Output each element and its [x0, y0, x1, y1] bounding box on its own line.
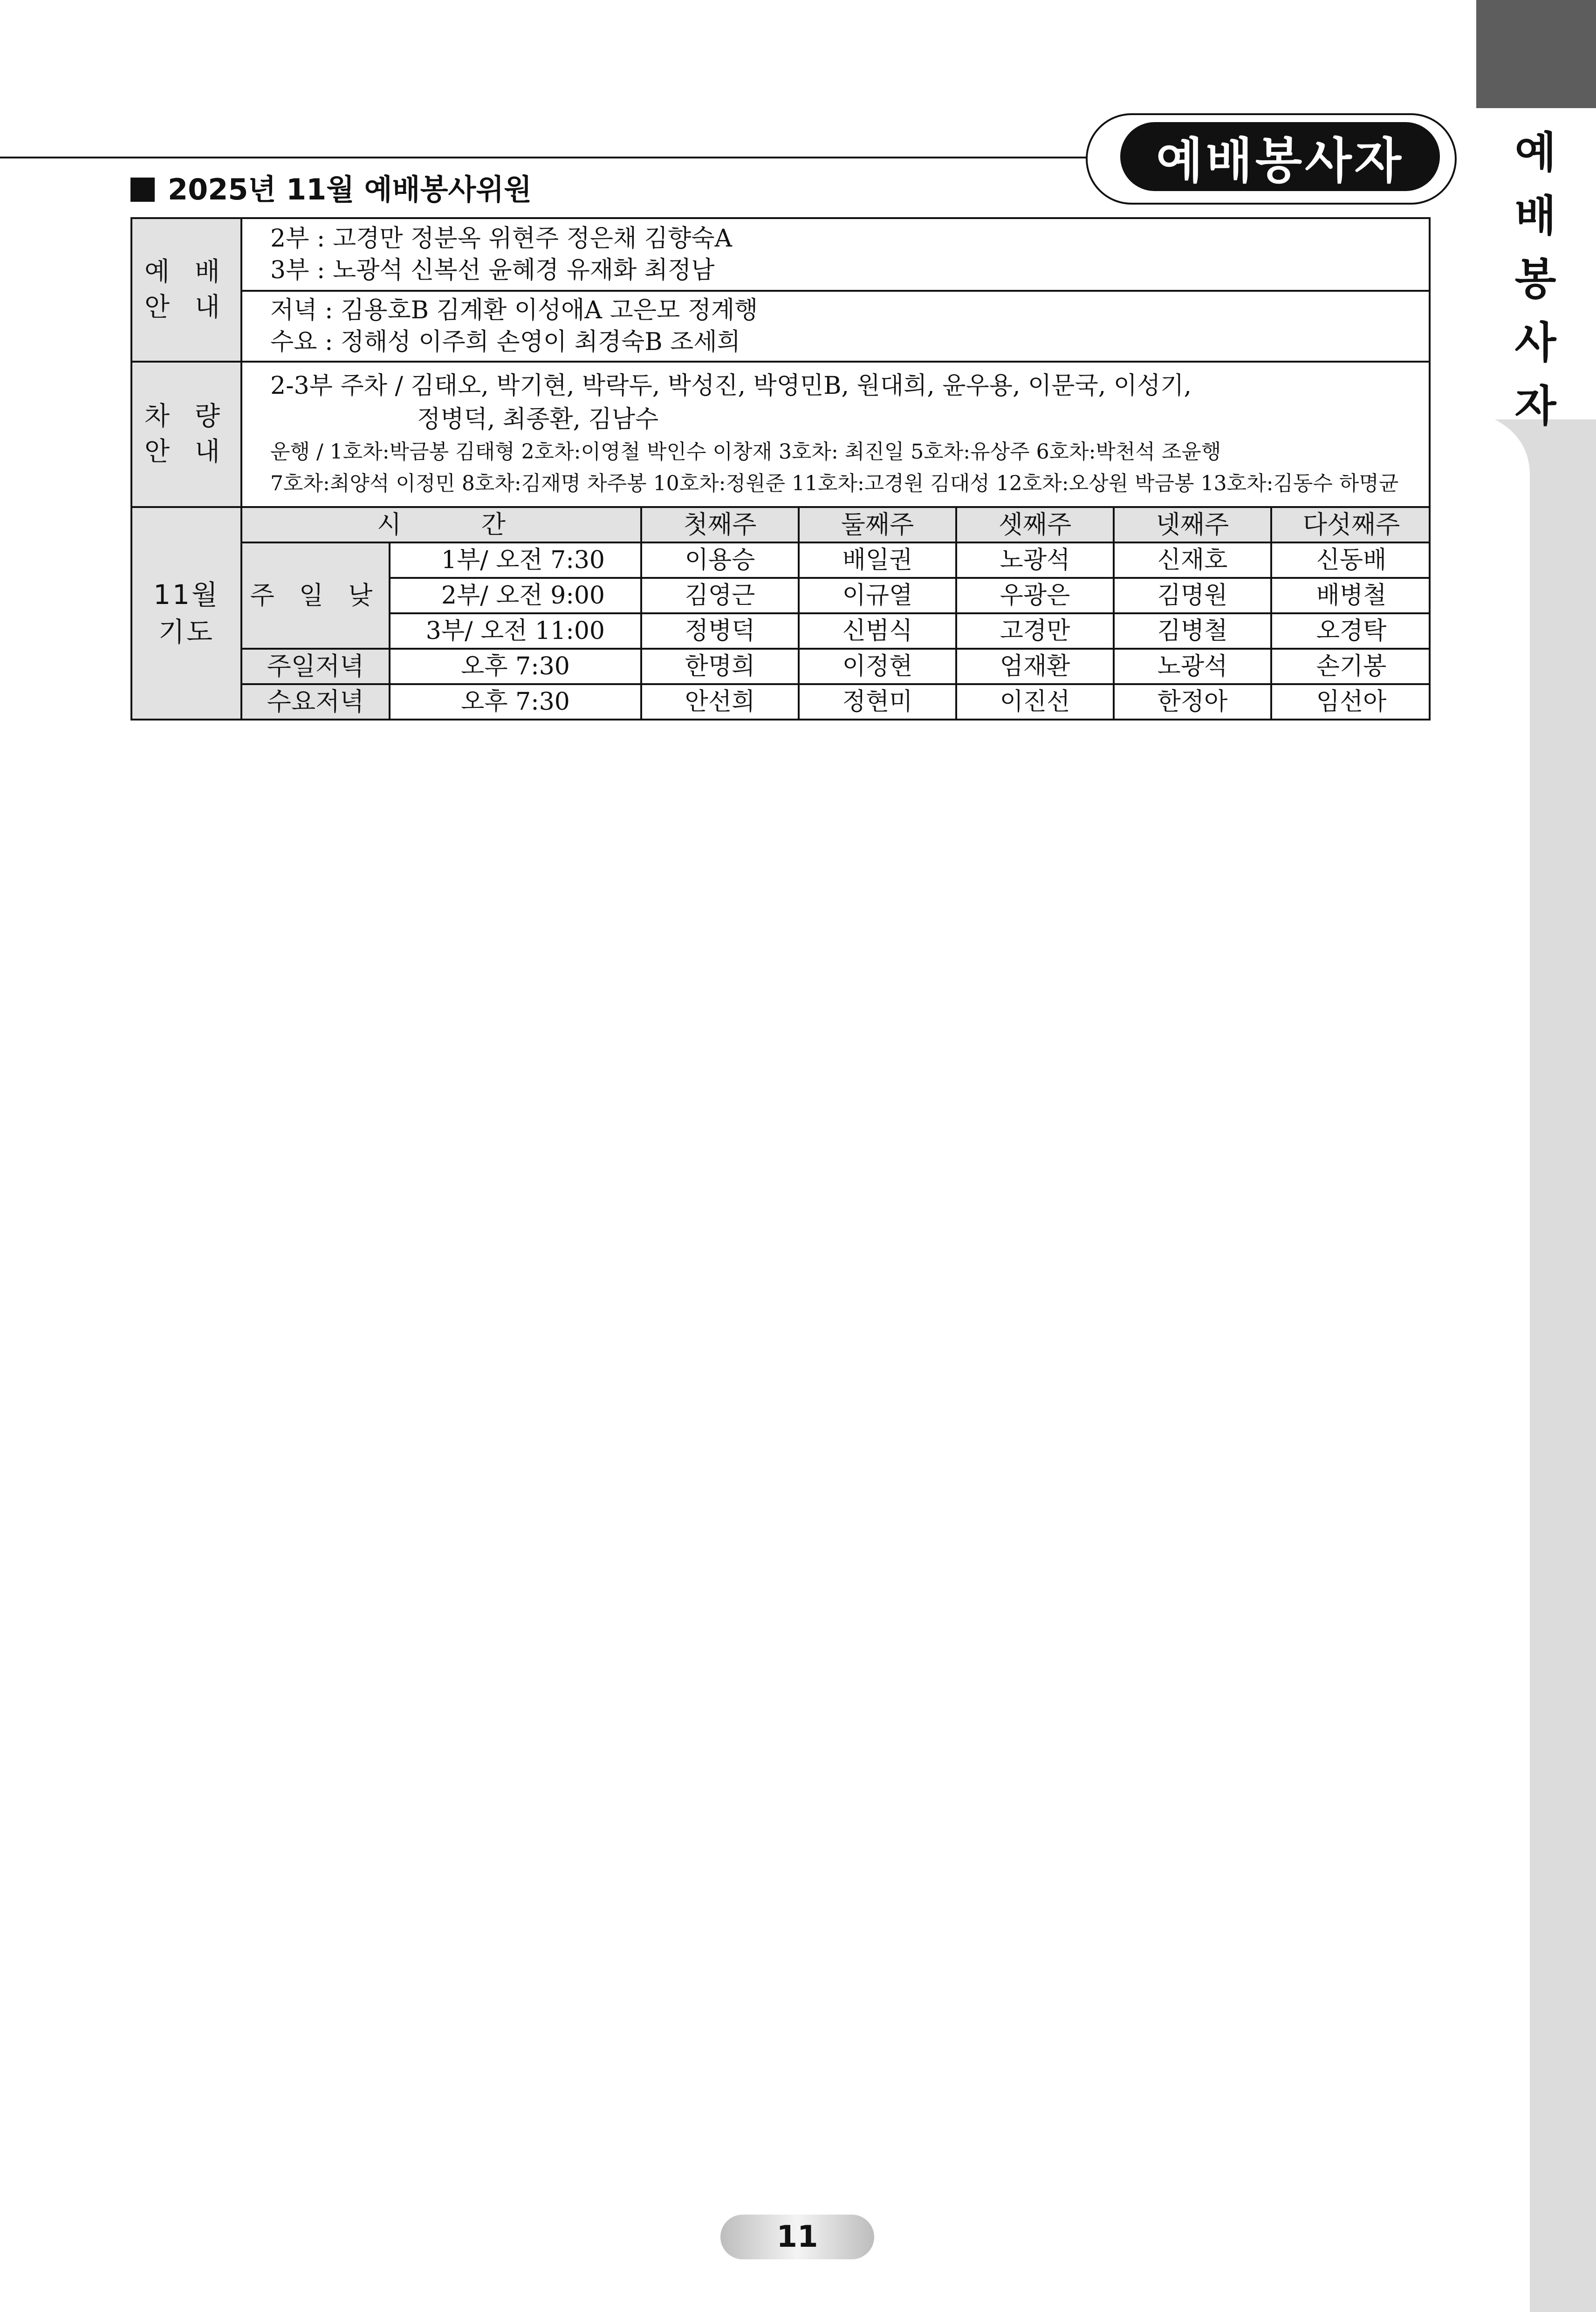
side-tab-bar — [1530, 466, 1596, 2312]
operation-line: 7호차:최양석 이정민 8호차:김재명 차주봉 10호차:정원준 11호차:고경원 김대성 12호차:오상원 박금봉 13호차:김동수 하명균 — [270, 472, 1399, 495]
table-row — [242, 684, 1431, 719]
table-row — [242, 542, 1431, 578]
prayer-name: 노광석 — [956, 542, 1114, 578]
sunday-label: 주 일 낮 — [242, 542, 390, 649]
side-tab-label — [1482, 121, 1589, 438]
prayer-name: 정현미 — [799, 684, 956, 719]
prayer-name: 임선아 — [1271, 684, 1431, 719]
worship-line: 3부 : 노광석 신복선 윤혜경 유재화 최정남 — [270, 256, 715, 284]
parking-line: 정병덕, 최종환, 김남수 — [417, 405, 659, 433]
prayer-name: 엄재환 — [956, 649, 1114, 684]
prayer-name: 이규열 — [799, 578, 956, 613]
service-time: 3부/ 오전 11:00 — [390, 613, 641, 649]
prayer-schedule-table — [242, 508, 1431, 719]
vehicle-guide-label — [131, 362, 241, 507]
page-number: 11 — [720, 2215, 874, 2259]
section-title-text: 2025년 11월 예배봉사위원 — [168, 172, 532, 206]
side-tab-char: 자 — [1514, 381, 1556, 431]
prayer-name: 한명희 — [641, 649, 799, 684]
prayer-name: 노광석 — [1114, 649, 1271, 684]
prayer-label — [131, 507, 241, 720]
week-header: 첫째주 — [641, 508, 799, 542]
label-line: 예 배 — [144, 257, 228, 287]
prayer-name: 김영근 — [641, 578, 799, 613]
week-header: 다섯째주 — [1271, 508, 1431, 542]
prayer-name: 고경만 — [956, 613, 1114, 649]
operation-line: 운행 / 1호차:박금봉 김태형 2호차:이영철 박인수 이창재 3호차: 최진일 5호차:유상주 6호차:박천석 조윤행 — [270, 440, 1221, 464]
header-badge: 예배봉사자 — [1120, 122, 1440, 191]
prayer-name: 배병철 — [1271, 578, 1431, 613]
parking-line: 2-3부 주차 / 김태오, 박기현, 박락두, 박성진, 박영민B, 원대희, 윤우용, 이문국, 이성기, — [270, 372, 1192, 400]
prayer-name: 이용승 — [641, 542, 799, 578]
prayer-name: 신범식 — [799, 613, 956, 649]
worship-guide-label — [131, 218, 241, 362]
prayer-name: 손기봉 — [1271, 649, 1431, 684]
square-bullet-icon — [130, 178, 155, 202]
side-tab-char: 봉 — [1514, 254, 1556, 304]
side-tab-char: 예 — [1514, 128, 1556, 178]
prayer-name: 신동배 — [1271, 542, 1431, 578]
table-row — [242, 613, 1431, 649]
worship-guide-block2 — [241, 291, 1430, 362]
worship-line: 수요 : 정해성 이주희 손영이 최경숙B 조세희 — [270, 328, 740, 356]
worship-line: 2부 : 고경만 정분옥 위현주 정은채 김향숙A — [270, 225, 733, 253]
table-row — [242, 649, 1431, 684]
service-time: 2부/ 오전 9:00 — [390, 578, 641, 613]
side-tab-char: 사 — [1514, 318, 1556, 368]
prayer-name: 안선희 — [641, 684, 799, 719]
label-line: 안 내 — [144, 292, 228, 322]
prayer-name: 정병덕 — [641, 613, 799, 649]
prayer-name: 배일권 — [799, 542, 956, 578]
prayer-name: 오경탁 — [1271, 613, 1431, 649]
week-header: 셋째주 — [956, 508, 1114, 542]
service-time: 오후 7:30 — [390, 649, 641, 684]
service-time: 오후 7:30 — [390, 684, 641, 719]
table-row — [242, 578, 1431, 613]
label-line: 차 량 — [144, 401, 228, 432]
side-tab-char: 배 — [1514, 191, 1556, 241]
service-table — [130, 217, 1431, 720]
label-line: 안 내 — [144, 437, 228, 467]
worship-guide-block1 — [241, 218, 1430, 291]
side-tab-dark-block — [1476, 0, 1596, 108]
prayer-name: 김명원 — [1114, 578, 1271, 613]
prayer-name: 이정현 — [799, 649, 956, 684]
worship-line: 저녁 : 김용호B 김계환 이성애A 고은모 정계행 — [270, 296, 758, 324]
evening-label: 수요저녁 — [242, 684, 390, 719]
prayer-schedule-cell — [241, 507, 1430, 720]
label-line: 기도 — [158, 616, 215, 648]
week-header: 넷째주 — [1114, 508, 1271, 542]
section-title — [130, 169, 532, 211]
evening-label: 주일저녁 — [242, 649, 390, 684]
prayer-name: 신재호 — [1114, 542, 1271, 578]
time-header: 시 간 — [242, 508, 641, 542]
prayer-name: 김병철 — [1114, 613, 1271, 649]
service-time: 1부/ 오전 7:30 — [390, 542, 641, 578]
prayer-name: 한정아 — [1114, 684, 1271, 719]
prayer-name: 이진선 — [956, 684, 1114, 719]
week-header: 둘째주 — [799, 508, 956, 542]
header-rule — [0, 157, 1090, 158]
label-line: 11월 — [153, 579, 219, 611]
vehicle-guide-content — [241, 362, 1430, 507]
prayer-name: 우광은 — [956, 578, 1114, 613]
